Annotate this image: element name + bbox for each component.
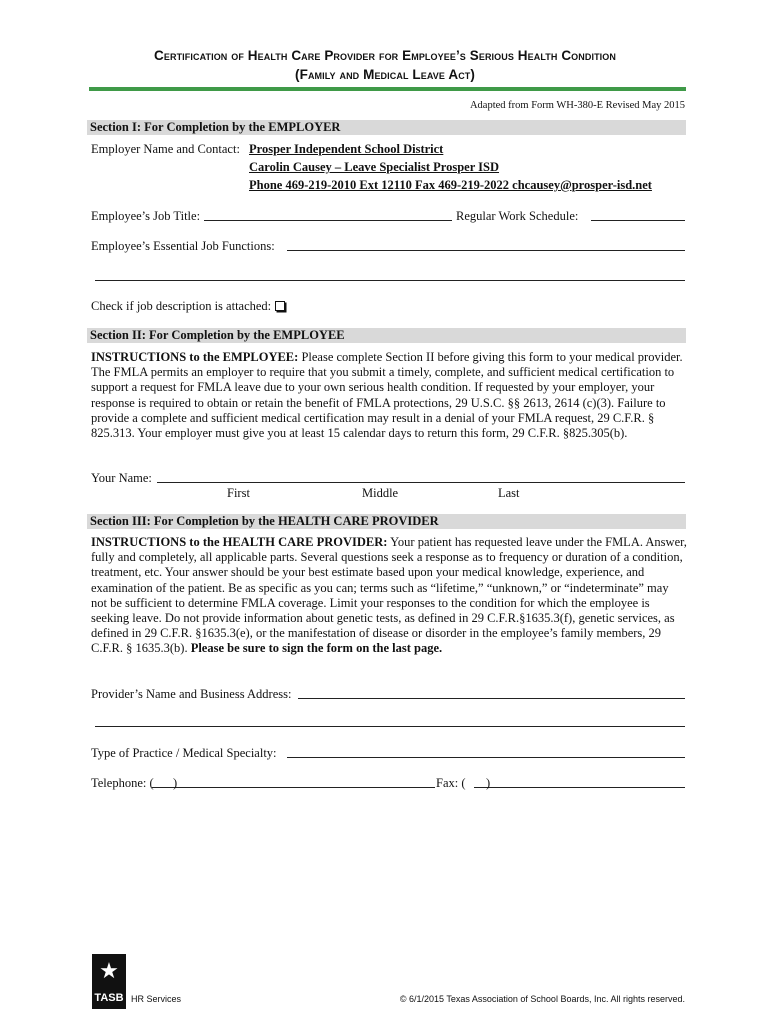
sign-reminder: Please be sure to sign the form on the last page. <box>190 641 443 656</box>
name-label: Your Name: <box>91 471 152 485</box>
employee-instructions-text: Please complete Section II before giving this form to your medical provider. The FMLA permits an employer to require that you submit a timely, complete, and sufficient medical certification to support a request for FMLA leave due to your own serious health condition. If requested by your employer, your response is required to obtain or retain the benefit of FMLA protections, 29 U.S.C. §§ 2613, 2614 (c)(3). Failure to provide a complete and sufficient medical certification may result in a denial of your FMLA request, 29 C.F.R. § 825.313. Your employer must give you at least 15 calendar days to return this form, 29 C.F.R. §825.305(b). <box>91 350 683 441</box>
schedule-field[interactable] <box>591 220 685 221</box>
employer-label: Employer Name and Contact: <box>91 142 240 156</box>
last-name-caption: Last <box>498 486 520 500</box>
functions-label: Employee’s Essential Job Functions: <box>91 239 275 253</box>
schedule-label: Regular Work Schedule: <box>456 209 579 223</box>
provider-instructions <box>91 535 687 657</box>
job-title-label: Employee’s Job Title: <box>91 209 201 223</box>
job-description-check <box>91 298 285 314</box>
middle-name-caption: Middle <box>362 486 399 500</box>
employee-instructions <box>91 350 687 441</box>
practice-label: Type of Practice / Medical Specialty: <box>91 746 277 760</box>
title-line-1: Certification of Health Care Provider for Employee’s Serious Health Condition <box>154 48 616 63</box>
adapted-note: Adapted from Form WH-380-E Revised May 2015 <box>469 100 685 111</box>
provider-label: Provider’s Name and Business Address: <box>91 687 292 701</box>
title-line-2: (Family and Medical Leave Act) <box>295 67 475 82</box>
job-description-checkbox[interactable] <box>275 301 285 311</box>
section-1-heading: Section I: For Completion by the EMPLOYER <box>87 120 686 135</box>
provider-field-line-2[interactable] <box>95 726 685 727</box>
tasb-logo <box>92 954 126 1009</box>
telephone-label: Telephone: ( <box>91 776 154 790</box>
telephone-field[interactable] <box>152 787 435 788</box>
section-2-heading: Section II: For Completion by the EMPLOYEE <box>87 328 686 343</box>
hr-services-label: HR Services <box>131 994 182 1004</box>
copyright-notice: © 6/1/2015 Texas Association of School Boards, Inc. All rights reserved. <box>399 994 685 1004</box>
fax-field[interactable] <box>474 787 685 788</box>
star-icon: ★ <box>99 959 119 984</box>
check-label: Check if job description is attached: <box>91 299 272 313</box>
fax-label: Fax: ( <box>436 776 466 790</box>
form-title <box>60 46 710 84</box>
title-divider <box>89 87 686 91</box>
contact-name: Carolin Causey – Leave Specialist Prosper ISD <box>249 160 500 174</box>
employer-name: Prosper Independent School District <box>249 142 444 156</box>
section-3-heading: Section III: For Completion by the HEALTH CARE PROVIDER <box>87 514 686 529</box>
functions-field[interactable] <box>287 250 685 251</box>
employee-name-field[interactable] <box>157 482 685 483</box>
job-title-field[interactable] <box>204 220 452 221</box>
practice-field[interactable] <box>287 757 685 758</box>
provider-instructions-title: INSTRUCTIONS to the HEALTH CARE PROVIDER: <box>91 535 388 549</box>
telephone-paren-close: ) <box>173 776 178 790</box>
logo-text: TASB <box>94 992 124 1004</box>
first-name-caption: First <box>227 486 250 500</box>
provider-instructions-text: Your patient has requested leave under the FMLA. Answer, fully and completely, all applicable parts. Several questions seek a response as to frequency or duration of a condition, treatment, etc. Your answer should be your best estimate based upon your medical knowledge, experience, and examination of the patient. Be as specific as you can; terms such as “lifetime,” “unknown,” or “indeterminate” may not be sufficient to determine FMLA coverage. Limit your responses to the condition for which the employee is seeking leave. Do not provide information about genetic tests, as defined in 29 C.F.R.§1635.3(f), genetic services, as defined in 29 C.F.R. §1635.3(e), or the manifestation of disease or disorder in the employee’s family members, 29 C.F.R. § 1635.3(b). <box>91 535 687 656</box>
fax-paren-close: ) <box>486 776 491 790</box>
provider-field[interactable] <box>298 698 685 699</box>
employee-instructions-title: INSTRUCTIONS to the EMPLOYEE: <box>91 350 299 364</box>
contact-phone: Phone 469-219-2010 Ext 12110 Fax 469-219-2022 chcausey@prosper-isd.net <box>249 178 652 192</box>
functions-field-line-2[interactable] <box>95 280 685 281</box>
